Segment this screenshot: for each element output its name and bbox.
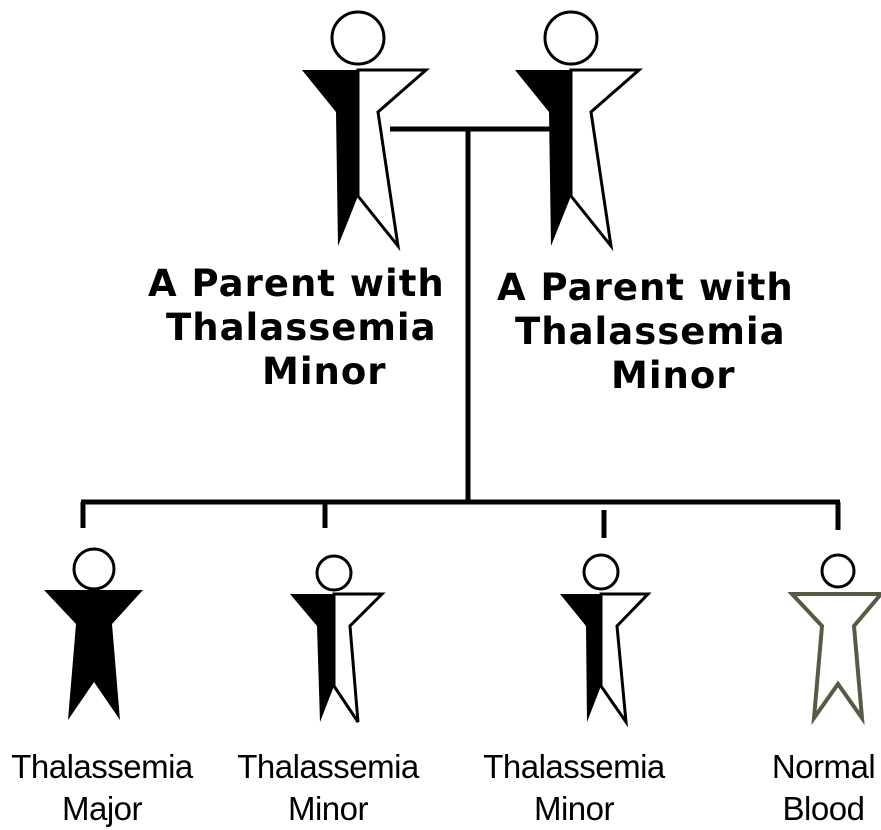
parent-left-label-line1: A Parent with: [148, 262, 445, 305]
parent-right-body-affected-half: [515, 70, 571, 246]
child-minor-2-label-line1: Thalassemia: [483, 748, 665, 785]
child-figure-normal: [792, 555, 881, 718]
child-major-label-line2: Major: [61, 790, 143, 827]
parent-right-label-line3: Minor: [611, 354, 736, 397]
parent-left-label: [148, 262, 445, 394]
child-figure-minor-1: [290, 556, 382, 722]
parent-left-label-line2: Thalassemia: [166, 306, 437, 349]
child-normal-label: [766, 746, 881, 830]
parent-left-body-unaffected-half: [358, 70, 426, 246]
child-normal-label-line1: Normal: [771, 748, 876, 785]
child-minor-2-head: [584, 555, 618, 589]
child-minor-1-body-unaffected-half: [334, 594, 382, 722]
child-minor-2-label-line2: Minor: [533, 790, 615, 827]
child-major-body: [44, 590, 143, 720]
child-minor-1-label: [228, 746, 428, 830]
child-normal-body: [792, 594, 881, 718]
child-minor-2-label: [474, 746, 674, 830]
parent-left-label-line3: Minor: [262, 350, 387, 393]
child-major-label-line1: Thalassemia: [11, 748, 193, 785]
child-normal-label-line2: Blood: [782, 790, 865, 827]
child-minor-2-body-unaffected-half: [601, 594, 648, 722]
child-minor-1-head: [317, 556, 351, 590]
child-figure-minor-2: [560, 555, 648, 722]
parent-left-head: [332, 12, 384, 64]
parent-right-label: [497, 266, 794, 398]
parent-right-head: [545, 12, 597, 64]
parent-right-label-line1: A Parent with: [497, 266, 794, 309]
parent-left-body-affected-half: [302, 70, 358, 246]
child-figure-major: [44, 549, 143, 720]
child-minor-1-body-affected-half: [290, 594, 334, 722]
child-major-label: [2, 746, 202, 830]
child-minor-2-body-affected-half: [560, 594, 601, 722]
child-major-head: [74, 549, 114, 589]
child-minor-1-label-line1: Thalassemia: [237, 748, 419, 785]
child-minor-1-label-line2: Minor: [287, 790, 369, 827]
parent-right-body-unaffected-half: [571, 70, 639, 246]
child-normal-head: [822, 555, 854, 587]
parent-right-label-line2: Thalassemia: [515, 310, 786, 353]
